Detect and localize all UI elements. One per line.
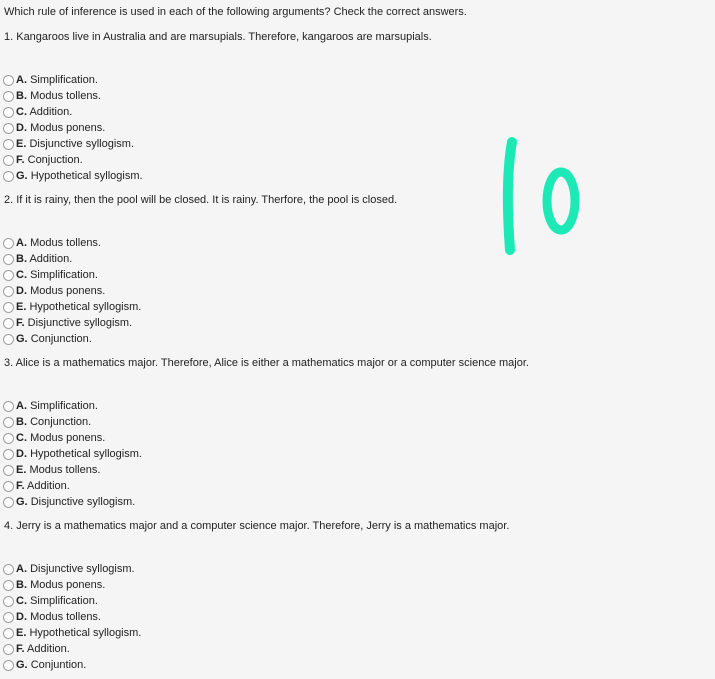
option-label — [16, 414, 91, 430]
radio-button[interactable] — [3, 497, 14, 508]
option-letter: B. — [16, 579, 27, 591]
radio-button[interactable] — [3, 660, 14, 671]
radio-button[interactable] — [3, 564, 14, 575]
option-letter: E. — [16, 627, 27, 639]
radio-button[interactable] — [3, 318, 14, 329]
option-letter: C. — [16, 595, 27, 607]
radio-button[interactable] — [3, 254, 14, 265]
option-text: Conjunction. — [30, 416, 92, 428]
option-label — [16, 494, 135, 510]
option-label — [16, 152, 83, 168]
option-text: Simplification. — [30, 74, 98, 86]
option-label — [16, 235, 101, 251]
option-letter: G. — [16, 659, 28, 671]
option-label — [16, 120, 105, 136]
radio-button[interactable] — [3, 171, 14, 182]
option-text: Addition. — [27, 480, 70, 492]
option-letter: C. — [16, 269, 27, 281]
option-letter: A. — [16, 400, 27, 412]
radio-button[interactable] — [3, 433, 14, 444]
radio-button[interactable] — [3, 401, 14, 412]
option-text: Hypothetical syllogism. — [29, 627, 142, 639]
option-letter: D. — [16, 611, 27, 623]
option-letter: B. — [16, 416, 27, 428]
option-letter: C. — [16, 432, 27, 444]
option-label — [16, 283, 105, 299]
option-letter: C. — [16, 106, 27, 118]
annotation-stroke-zero — [547, 172, 575, 230]
radio-button[interactable] — [3, 238, 14, 249]
option-label — [16, 609, 101, 625]
radio-button[interactable] — [3, 644, 14, 655]
option-text: Conjunction. — [30, 333, 92, 345]
option-label — [16, 72, 98, 88]
handwritten-annotation — [490, 130, 590, 265]
radio-button[interactable] — [3, 449, 14, 460]
question-text: 1. Kangaroos live in Australia and are marsupials. Therefore, kangaroos are marsupials. — [4, 31, 432, 43]
option-text: Simplification. — [30, 595, 98, 607]
option-label — [16, 398, 98, 414]
option-text: Hypothetical syllogism. — [30, 170, 143, 182]
radio-button[interactable] — [3, 155, 14, 166]
option-text: Disjunctive syllogism. — [27, 317, 133, 329]
radio-button[interactable] — [3, 596, 14, 607]
option-label — [16, 251, 72, 267]
option-letter: G. — [16, 333, 28, 345]
radio-button[interactable] — [3, 91, 14, 102]
instruction-text: Which rule of inference is used in each of the following arguments? Check the correct answers. — [4, 6, 467, 18]
option-letter: D. — [16, 448, 27, 460]
option-letter: E. — [16, 138, 27, 150]
option-text: Hypothetical syllogism. — [30, 448, 142, 460]
radio-button[interactable] — [3, 465, 14, 476]
option-letter: E. — [16, 301, 27, 313]
radio-button[interactable] — [3, 270, 14, 281]
option-text: Modus tollens. — [30, 90, 101, 102]
option-letter: B. — [16, 90, 27, 102]
option-text: Addition. — [29, 106, 73, 118]
radio-button[interactable] — [3, 334, 14, 345]
option-label — [16, 446, 142, 462]
option-label — [16, 561, 135, 577]
radio-button[interactable] — [3, 481, 14, 492]
option-letter: F. — [16, 317, 25, 329]
option-text: Modus ponens. — [30, 285, 106, 297]
option-letter: G. — [16, 496, 28, 508]
option-label — [16, 331, 92, 347]
option-text: Modus tollens. — [30, 237, 101, 249]
radio-button[interactable] — [3, 139, 14, 150]
radio-button[interactable] — [3, 580, 14, 591]
question-text: 2. If it is rainy, then the pool will be closed. It is rainy. Therfore, the pool is closed. — [4, 194, 398, 206]
option-label — [16, 657, 86, 673]
option-label — [16, 430, 105, 446]
radio-button[interactable] — [3, 75, 14, 86]
option-label — [16, 462, 100, 478]
option-text: Disjunctive syllogism. — [30, 563, 135, 575]
option-text: Modus ponens. — [30, 122, 106, 134]
option-label — [16, 625, 141, 641]
option-letter: F. — [16, 643, 25, 655]
option-text: Addition. — [29, 253, 73, 265]
option-text: Modus tollens. — [30, 611, 101, 623]
option-text: Conjuction. — [27, 154, 83, 166]
option-text: Simplification. — [30, 400, 98, 412]
option-label — [16, 267, 98, 283]
option-label — [16, 593, 98, 609]
option-text: Disjunctive syllogism. — [29, 138, 134, 150]
radio-button[interactable] — [3, 107, 14, 118]
question-text: 3. Alice is a mathematics major. Therefore, Alice is either a mathematics major or a computer science major. — [4, 357, 529, 369]
option-label — [16, 478, 70, 494]
option-label — [16, 136, 134, 152]
radio-button[interactable] — [3, 628, 14, 639]
option-letter: B. — [16, 253, 27, 265]
option-label — [16, 168, 143, 184]
annotation-stroke-one — [508, 142, 512, 250]
radio-button[interactable] — [3, 612, 14, 623]
radio-button[interactable] — [3, 286, 14, 297]
option-text: Modus ponens. — [30, 579, 106, 591]
option-label — [16, 104, 72, 120]
option-label — [16, 315, 132, 331]
option-letter: F. — [16, 154, 25, 166]
option-text: Hypothetical syllogism. — [29, 301, 142, 313]
option-letter: F. — [16, 480, 25, 492]
option-letter: E. — [16, 464, 27, 476]
option-letter: A. — [16, 237, 27, 249]
option-letter: A. — [16, 563, 27, 575]
option-label — [16, 641, 70, 657]
radio-button[interactable] — [3, 302, 14, 313]
option-letter: A. — [16, 74, 27, 86]
option-text: Modus ponens. — [30, 432, 106, 444]
option-text: Simplification. — [30, 269, 98, 281]
option-text: Disjunctive syllogism. — [30, 496, 136, 508]
option-letter: D. — [16, 122, 27, 134]
option-label — [16, 299, 141, 315]
option-letter: G. — [16, 170, 28, 182]
option-label — [16, 577, 105, 593]
option-text: Conjuntion. — [30, 659, 87, 671]
question-text: 4. Jerry is a mathematics major and a computer science major. Therefore, Jerry is a mathematics major. — [4, 520, 510, 532]
radio-button[interactable] — [3, 123, 14, 134]
option-text: Modus tollens. — [29, 464, 101, 476]
option-text: Addition. — [27, 643, 70, 655]
option-label — [16, 88, 101, 104]
option-letter: D. — [16, 285, 27, 297]
radio-button[interactable] — [3, 417, 14, 428]
